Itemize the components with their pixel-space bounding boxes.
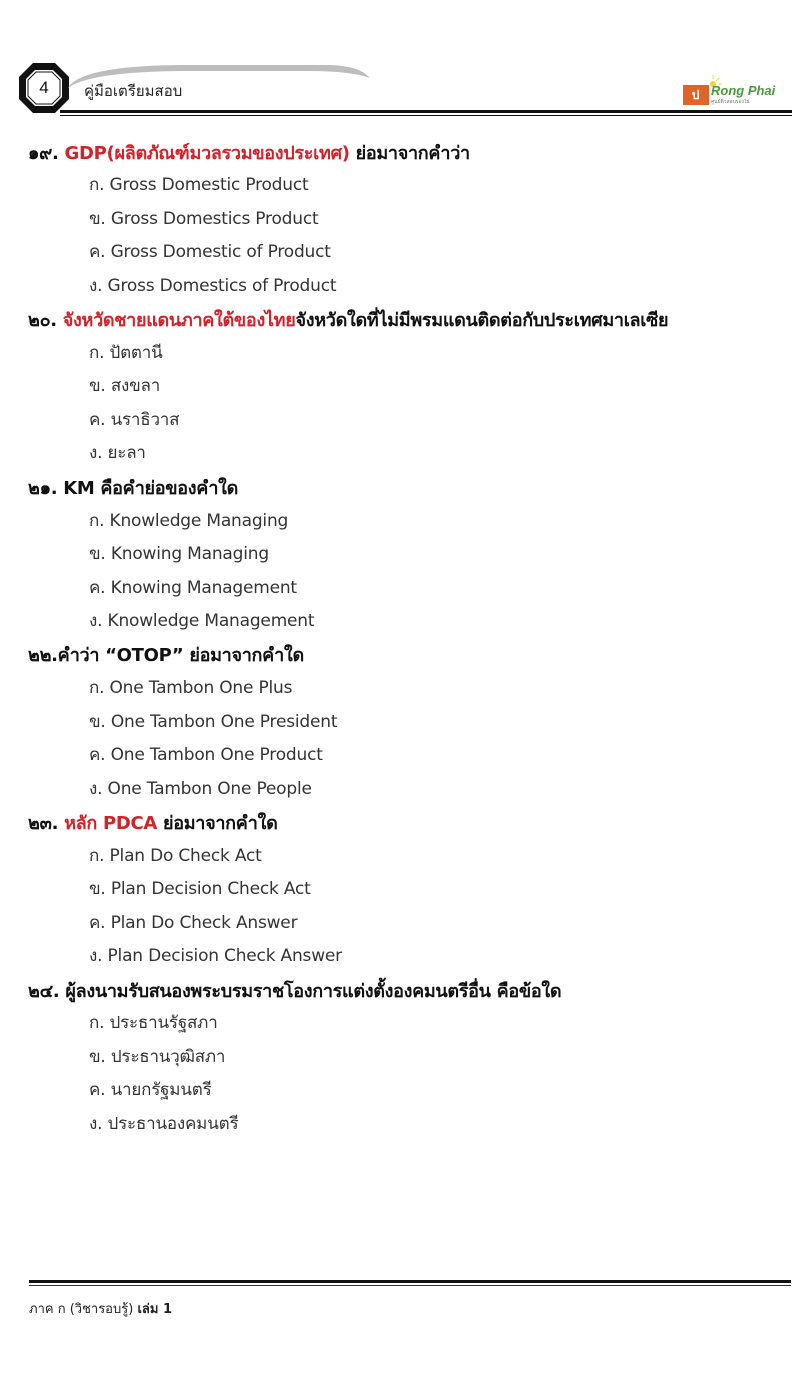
page-header	[0, 0, 800, 130]
choice: ง. Plan Decision Check Answer	[89, 946, 342, 966]
question-highlight: จังหวัดชายแดนภาคใต้ของไทย	[62, 310, 296, 331]
choice: ก. One Tambon One Plus	[89, 678, 293, 698]
logo-name: Rong Phai	[711, 83, 776, 98]
question-20: ๒๐. จังหวัดชายแดนภาคใต้ของไทยจังหวัดใดที่ไม่มีพรมแดนติดต่อกับประเทศมาเลเซีย	[28, 310, 669, 331]
question-highlight: หลัก PDCA	[64, 813, 158, 834]
rong-phai-logo	[683, 75, 793, 107]
question-number: ๒๒.	[28, 645, 58, 666]
choice: ค. นราธิวาส	[89, 410, 180, 430]
choice: ง. One Tambon One People	[89, 779, 312, 799]
choice: ง. Knowledge Management	[89, 611, 315, 631]
question-number: ๒๐.	[28, 310, 57, 331]
question-23: ๒๓. หลัก PDCA ย่อมาจากคำใด	[28, 813, 278, 834]
choice: ข. One Tambon One President	[89, 712, 338, 732]
choice: ข. Plan Decision Check Act	[89, 879, 311, 899]
question-19: ๑๙. GDP(ผลิตภัณฑ์มวลรวมของประเทศ) ย่อมาจากคำว่า	[28, 143, 470, 164]
question-number: ๒๓.	[28, 813, 59, 834]
page-number: 4	[39, 78, 49, 97]
logo-subtitle: ศูนย์ติวสอบรองไผ่	[711, 99, 750, 105]
choice: ค. นายกรัฐมนตรี	[89, 1080, 212, 1100]
footer-rule	[29, 1280, 791, 1283]
question-24: ๒๔. ผู้ลงนามรับสนองพระบรมราชโองการแต่งตั้งองคมนตรีอื่น คือข้อใด	[28, 981, 562, 1002]
choice: ข. สงขลา	[89, 376, 161, 396]
page-footer	[29, 1298, 172, 1319]
choice: ก. Plan Do Check Act	[89, 846, 262, 866]
question-21: ๒๑. KM คือคำย่อของคำใด	[28, 478, 239, 499]
header-title: คู่มือเตรียมสอบ	[84, 82, 183, 100]
choice: ง. ประธานองคมนตรี	[89, 1114, 239, 1134]
question-number: ๒๑.	[28, 478, 58, 499]
choice: ก. ประธานรัฐสภา	[89, 1013, 218, 1033]
question-22: ๒๒.คำว่า “OTOP” ย่อมาจากคำใด	[28, 645, 304, 666]
choice: ข. Knowing Managing	[89, 544, 269, 564]
footer-rule-thin	[29, 1285, 791, 1286]
choice: ค. Plan Do Check Answer	[89, 913, 298, 933]
logo-box: ป	[683, 85, 709, 105]
choice: ก. Gross Domestic Product	[89, 175, 309, 195]
footer-section: ภาค ก (วิชารอบรู้)	[29, 1302, 138, 1317]
choice: ก. Knowledge Managing	[89, 511, 289, 531]
footer-volume: เล่ม 1	[137, 1302, 172, 1317]
choice: ค. One Tambon One Product	[89, 745, 323, 765]
choice: ก. ปัตตานี	[89, 343, 163, 363]
header-rule-thin	[60, 115, 792, 116]
question-highlight: GDP(ผลิตภัณฑ์มวลรวมของประเทศ)	[64, 143, 350, 164]
choice: ค. Gross Domestic of Product	[89, 242, 331, 262]
choice: ข. Gross Domestics Product	[89, 209, 319, 229]
choice: ข. ประธานวุฒิสภา	[89, 1047, 226, 1067]
header-rule	[60, 110, 792, 113]
choice: ง. Gross Domestics of Product	[89, 276, 337, 296]
choice: ง. ยะลา	[89, 443, 146, 463]
question-number: ๑๙.	[28, 143, 59, 164]
question-number: ๒๔.	[28, 981, 60, 1002]
choice: ค. Knowing Management	[89, 578, 297, 598]
